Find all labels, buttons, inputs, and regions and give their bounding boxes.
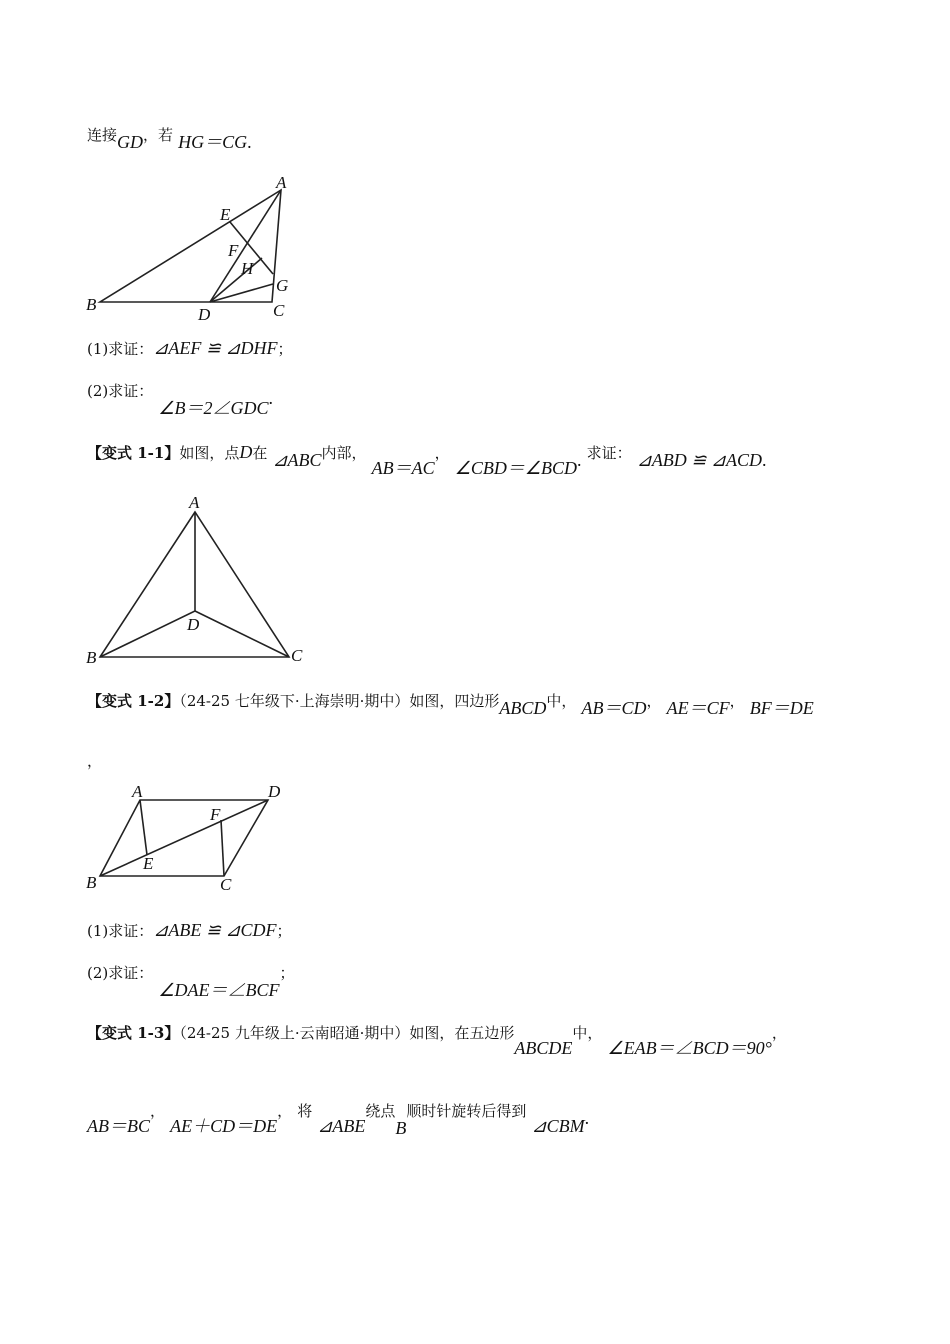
variant-tag: 【变式 1-2】 (87, 692, 180, 710)
math: ⊿AEF ≌ ⊿DHF (153, 338, 278, 358)
variant-tag: 【变式 1-1】 (87, 444, 180, 462)
text: ， (434, 444, 450, 462)
variant-1-3-cont (87, 1100, 590, 1138)
math: ∠CBD＝∠BCD (454, 458, 578, 478)
label: A (132, 782, 143, 801)
label: B (86, 648, 97, 667)
text: 将 (297, 1102, 313, 1120)
variant-1-2 (87, 690, 814, 720)
label: G (276, 276, 289, 295)
text: 顺时针旋转后得到 (406, 1102, 527, 1120)
text: ， (277, 1102, 293, 1120)
question-3 (87, 920, 292, 941)
label: F (228, 241, 239, 260)
text: . (584, 1108, 590, 1128)
math: ⊿ABE (317, 1116, 366, 1136)
text: . (577, 450, 582, 470)
text: . (247, 132, 252, 152)
variant-1-3 (87, 1022, 787, 1058)
text: ， (87, 752, 103, 770)
math: ∠B＝2∠GDC (158, 398, 269, 418)
math: ⊿ABE ≌ ⊿CDF (153, 920, 277, 940)
question-4 (87, 962, 295, 1000)
question-1 (87, 338, 293, 359)
label: D (198, 305, 211, 324)
text: . (761, 450, 767, 470)
math: AE＝CF (666, 698, 730, 718)
text: （24-25 九年级上·云南昭通·期中）如图，在五边形 (179, 1024, 515, 1042)
text: 中， (546, 692, 577, 710)
text: 求证： (586, 444, 632, 462)
figure-3 (86, 782, 281, 894)
text: ， (729, 692, 745, 710)
figure-1 (86, 173, 288, 324)
question-2 (87, 380, 273, 418)
label: D (268, 782, 281, 801)
label: B (86, 295, 97, 314)
label: B (86, 873, 97, 892)
text: 在 (252, 444, 268, 462)
text: ； (276, 922, 292, 940)
math: ⊿ABC (272, 450, 322, 470)
variant-tag: 【变式 1-3】 (87, 1024, 180, 1042)
math: ⊿CBM (531, 1116, 585, 1136)
variant-1-1 (87, 442, 767, 478)
math: ⊿ABD ≌ ⊿ACD (636, 450, 762, 470)
comma-line (87, 750, 102, 778)
text: (2)求证： (87, 382, 154, 400)
text: 中， (572, 1024, 603, 1042)
label: E (143, 854, 154, 873)
math: ∠DAE＝∠BCF (158, 980, 280, 1000)
text: ， (771, 1024, 787, 1042)
text: (2)求证： (87, 964, 154, 982)
text: 连接 (87, 126, 118, 144)
segment-bd (100, 800, 268, 876)
label: C (291, 646, 303, 665)
math: GD (117, 132, 144, 152)
math: AB＝AC (371, 458, 435, 478)
text: ，若 (143, 126, 174, 144)
segment-ae (140, 800, 147, 855)
text: ； (277, 340, 293, 358)
segment-cf (221, 820, 224, 876)
math: AB＝BC (87, 1116, 150, 1136)
text: ， (646, 692, 662, 710)
math: AB＝CD (581, 698, 647, 718)
math: ∠EAB＝∠BCD＝90° (607, 1038, 772, 1058)
label: A (189, 493, 200, 512)
text: . (268, 388, 273, 408)
text: ， (150, 1102, 166, 1120)
triangle-abc (100, 190, 281, 302)
text: (1)求证： (87, 922, 154, 940)
text: （24-25 七年级下·上海崇明·期中）如图，四边形 (179, 692, 500, 710)
label: C (220, 875, 232, 894)
math: ABCD (499, 698, 547, 718)
math: BF＝DE (749, 698, 814, 718)
label: A (276, 173, 287, 192)
text: (1)求证： (87, 340, 154, 358)
math: B (395, 1118, 407, 1138)
text: 如图，点 (179, 444, 240, 462)
text: ； (279, 964, 295, 982)
math: D (239, 442, 253, 462)
text: 内部， (321, 444, 367, 462)
label: H (241, 259, 254, 278)
label: D (187, 615, 200, 634)
text: 绕点 (365, 1102, 396, 1120)
figure-2 (86, 493, 303, 667)
label: C (273, 301, 285, 320)
math: AE＋CD＝DE (170, 1116, 278, 1136)
label: E (220, 205, 231, 224)
label: F (210, 805, 221, 824)
math: ABCDE (514, 1038, 573, 1058)
math: HG＝CG (178, 132, 248, 152)
